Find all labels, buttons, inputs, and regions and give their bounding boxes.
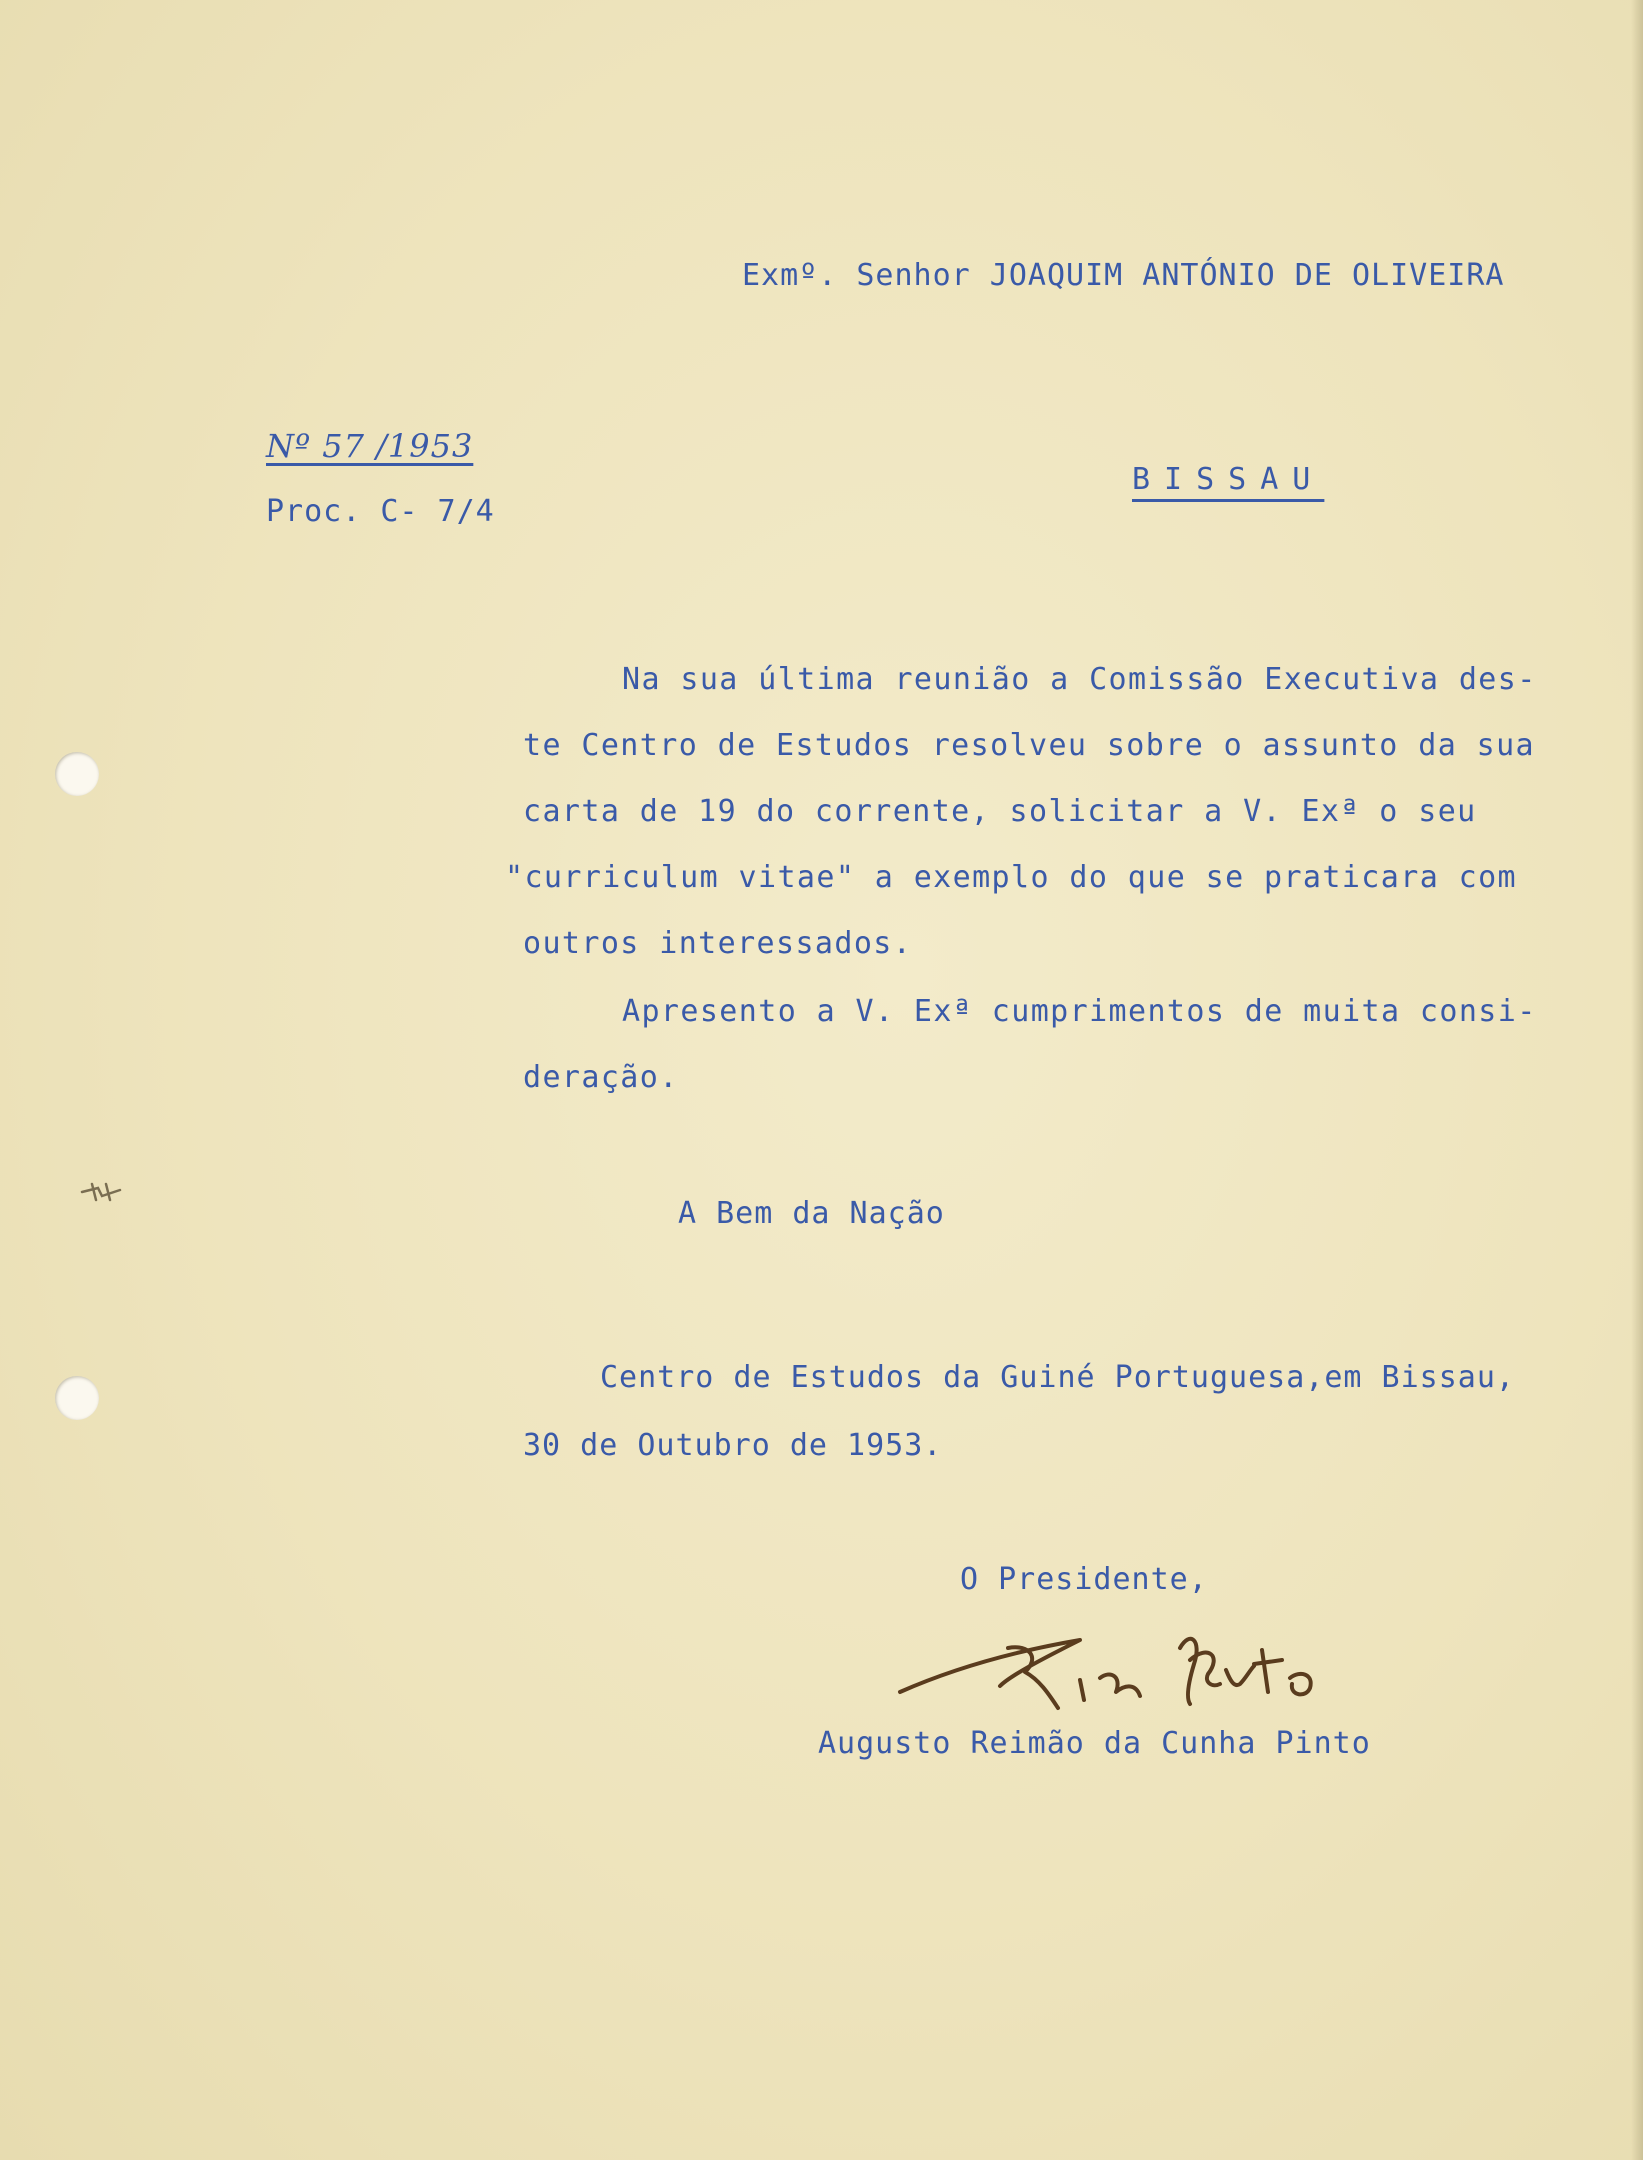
paper-edge-shadow bbox=[1631, 0, 1643, 2160]
place-date-line: 30 de Outubro de 1953. bbox=[523, 1428, 943, 1463]
signatory-title: O Presidente, bbox=[960, 1562, 1208, 1597]
punch-hole bbox=[55, 752, 99, 796]
signatory-name: Augusto Reimão da Cunha Pinto bbox=[818, 1726, 1371, 1761]
closing-salutation: A Bem da Nação bbox=[678, 1196, 945, 1231]
body-line: "curriculum vitae" a exemplo do que se praticara com bbox=[505, 860, 1517, 895]
handwritten-signature bbox=[890, 1600, 1350, 1720]
punch-hole bbox=[55, 1376, 99, 1420]
body-line: carta de 19 do corrente, solicitar a V. Exª o seu bbox=[523, 794, 1477, 829]
staple-mark bbox=[78, 1180, 124, 1204]
body-line: te Centro de Estudos resolveu sobre o assunto da sua bbox=[523, 728, 1535, 763]
city-heading: BISSAU bbox=[1132, 462, 1325, 497]
letterhead-watermark bbox=[815, 108, 980, 158]
body-line: Apresento a V. Exª cumprimentos de muita consi- bbox=[622, 994, 1537, 1029]
body-line: deração. bbox=[523, 1060, 679, 1095]
place-date-line: Centro de Estudos da Guiné Portuguesa,em Bissau, bbox=[600, 1360, 1515, 1395]
reference-number: Nº 57 /1953 bbox=[266, 427, 474, 465]
addressee-line: Exmº. Senhor JOAQUIM ANTÓNIO DE OLIVEIRA bbox=[742, 258, 1505, 293]
body-line: outros interessados. bbox=[523, 926, 913, 961]
process-reference: Proc. C- 7/4 bbox=[266, 494, 495, 529]
body-line: Na sua última reunião a Comissão Executiva des- bbox=[622, 662, 1537, 697]
